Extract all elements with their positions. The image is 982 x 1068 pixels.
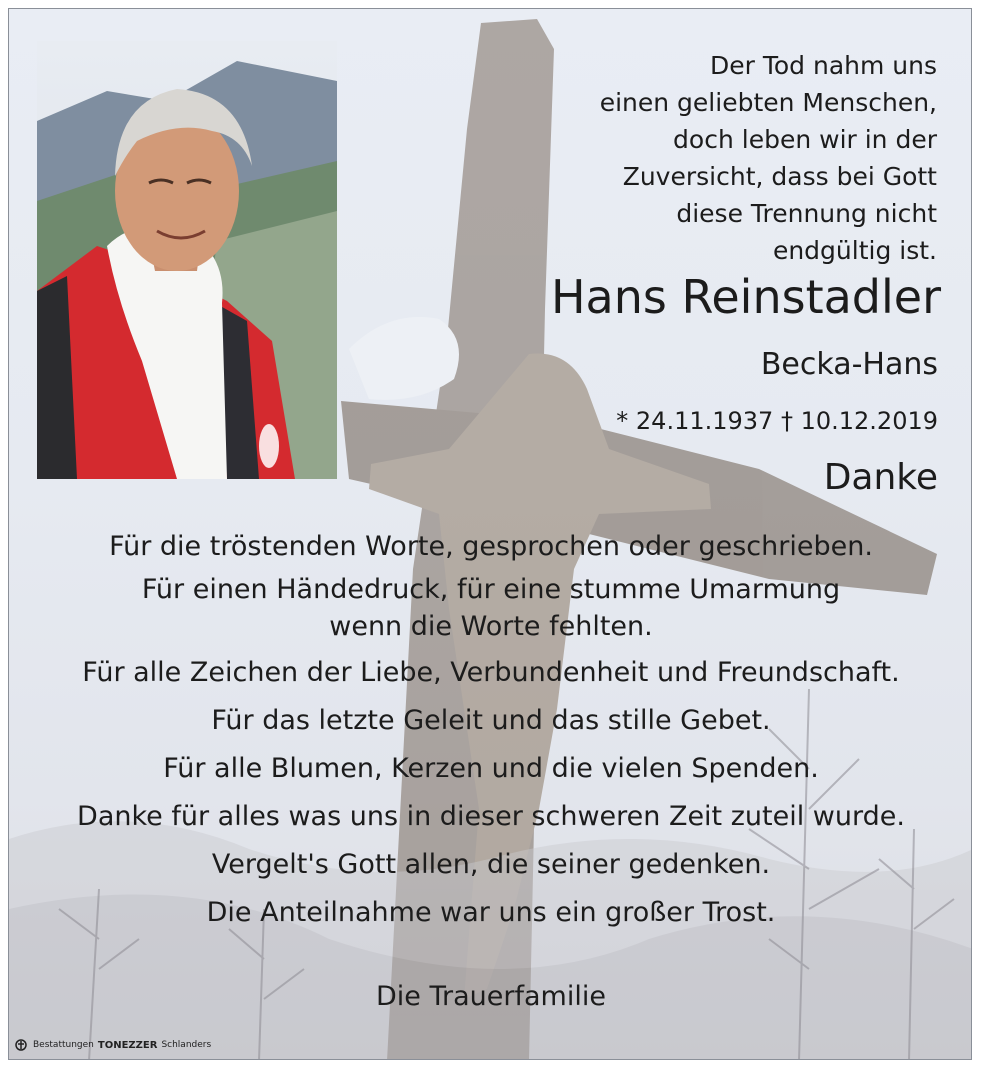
undertaker-footer xyxy=(15,1039,211,1051)
undertaker-logo-icon xyxy=(15,1039,29,1051)
life-dates: * 24.11.1937 † 10.12.2019 xyxy=(616,407,938,435)
signature: Die Trauerfamilie xyxy=(376,981,606,1012)
verse-line: doch leben wir in der xyxy=(673,125,937,154)
thanks-line: Die Anteilnahme war uns ein großer Trost. xyxy=(206,897,776,928)
thanks-line: Für einen Händedruck, für eine stumme Umarmung xyxy=(141,574,841,605)
thanks-text xyxy=(9,523,972,937)
verse xyxy=(600,47,937,269)
footer-brand: TONEZZER xyxy=(97,1039,158,1051)
verse-line: Zuversicht, dass bei Gott xyxy=(622,162,937,191)
verse-line: einen geliebten Menschen, xyxy=(599,88,937,117)
deceased-name: Hans Reinstadler xyxy=(550,270,941,324)
thanks-line: Danke für alles was uns in dieser schweren Zeit zuteil wurde. xyxy=(77,801,905,832)
thanks-line: Für alle Blumen, Kerzen und die vielen Spenden. xyxy=(163,753,819,784)
thanks-line: Für das letzte Geleit und das stille Gebet. xyxy=(211,705,771,736)
footer-place: Schlanders xyxy=(161,1040,212,1050)
thanks-line: Für die tröstenden Worte, gesprochen oder geschrieben. xyxy=(109,531,873,562)
verse-line: endgültig ist. xyxy=(772,236,937,265)
obituary-card xyxy=(8,8,972,1060)
footer-prefix: Bestattungen xyxy=(33,1040,94,1050)
thanks-line: Vergelt's Gott allen, die seiner gedenken. xyxy=(211,849,771,880)
portrait-photo xyxy=(37,41,337,479)
thanks-heading: Danke xyxy=(823,457,938,498)
verse-line: diese Trennung nicht xyxy=(676,199,937,228)
verse-line: Der Tod nahm uns xyxy=(709,51,937,80)
thanks-line: wenn die Worte fehlten. xyxy=(329,611,653,642)
thanks-line: Für alle Zeichen der Liebe, Verbundenheit und Freundschaft. xyxy=(82,657,900,688)
deceased-nickname: Becka-Hans xyxy=(760,347,938,382)
